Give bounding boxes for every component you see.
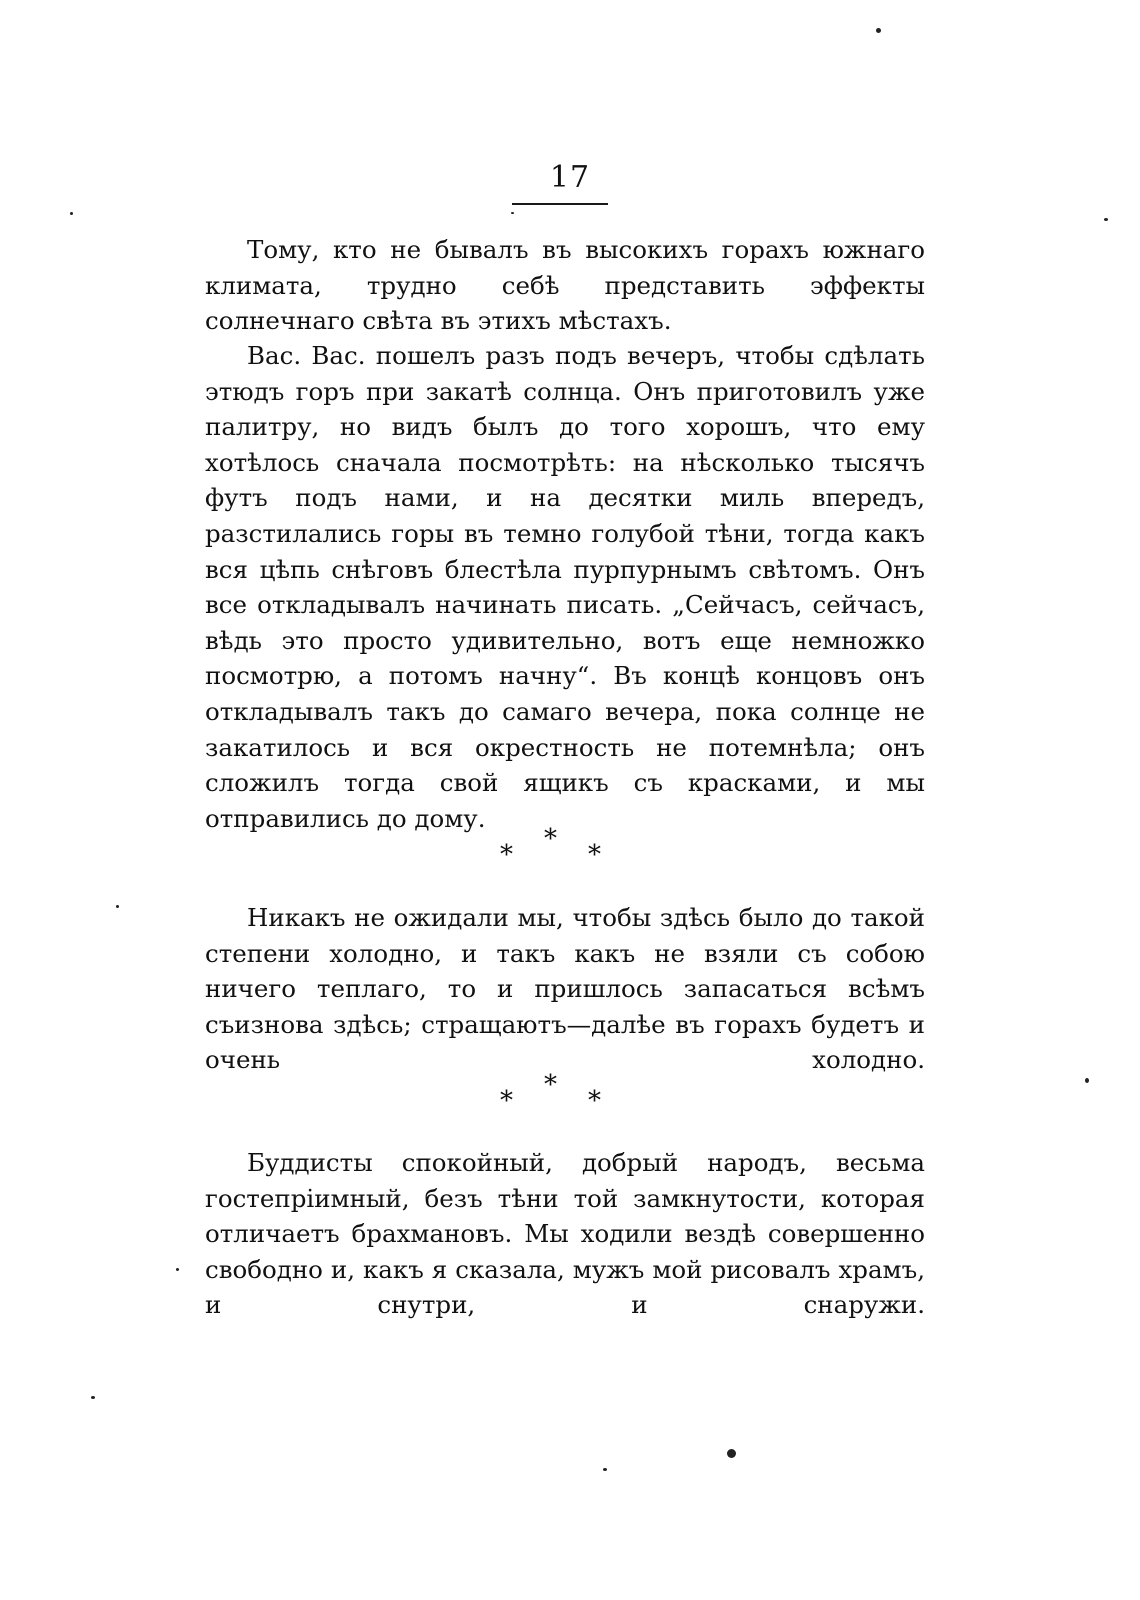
paragraph-3: Никакъ не ожидали мы, чтобы здѣсь было до такой степени холодно, и такъ какъ не взяли съ собою ничего теплаго, то и пришлось запасаться всѣмъ съизнова здѣсь; стращаютъ—далѣе въ горахъ будетъ и очень холодно. [205, 903, 925, 1075]
asterism-star: * [588, 840, 601, 870]
asterism-star: * [588, 1086, 601, 1116]
paragraph-4: Буддисты спокойный, добрый народъ, весьма гостепріимный, безъ тѣни той замкнутости, которая отличаетъ брахмановъ. Мы ходили вездѣ совершенно свободно и, какъ я сказала, мужъ мой рисовалъ храмъ, и снутри, и снаружи. [205, 1148, 925, 1320]
paragraph-1: Тому, кто не бывалъ въ высокихъ горахъ южнаго климата, трудно себѣ представить эффекты солнечнаго свѣта въ этихъ мѣстахъ. [205, 235, 925, 336]
text-block-3 [205, 900, 925, 1078]
text-block-2 [205, 338, 925, 836]
scan-speck [876, 28, 881, 33]
scan-speck [511, 212, 514, 214]
text-block-1 [205, 232, 925, 339]
scan-speck [1104, 218, 1108, 221]
scan-speck [1085, 1078, 1089, 1083]
scan-speck [116, 905, 119, 908]
asterism-star: * [500, 840, 513, 870]
asterism-separator-1 [0, 824, 1140, 870]
scan-speck [603, 1468, 607, 1471]
paragraph-2: Вас. Вас. пошелъ разъ подъ вечеръ, чтобы сдѣлать этюдъ горъ при закатѣ солнца. Онъ приготовилъ уже палитру, но видъ былъ до того хорошъ, что ему хотѣлось сначала посмотрѣть: на нѣсколько тысячъ футъ подъ нами, и на десятки миль впередъ, разстилались горы въ темно голубой тѣни, тогда какъ вся цѣпь снѣговъ блестѣла пурпурнымъ свѣтомъ. Онъ все откладывалъ начинать писать. „Сейчасъ, сейчасъ, вѣдь это просто удивительно, вотъ еще немножко посмотрю, а потомъ начну“. Въ концѣ концовъ онъ откладывалъ такъ до самаго вечера, пока солнце не закатилось и вся окрестность не потемнѣла; онъ сложилъ тогда свой ящикъ съ красками, и мы отправились до дому. [205, 341, 925, 833]
scan-speck [727, 1449, 736, 1458]
page-number-rule [512, 203, 608, 205]
asterism-star: * [544, 824, 557, 854]
scan-speck [176, 1268, 179, 1271]
page-number: 17 [549, 160, 591, 195]
scan-speck [70, 212, 73, 215]
asterism-star: * [500, 1086, 513, 1116]
text-block-4 [205, 1145, 925, 1323]
asterism-star: * [544, 1070, 557, 1100]
scan-speck [91, 1396, 95, 1399]
asterism-separator-2 [0, 1070, 1140, 1116]
